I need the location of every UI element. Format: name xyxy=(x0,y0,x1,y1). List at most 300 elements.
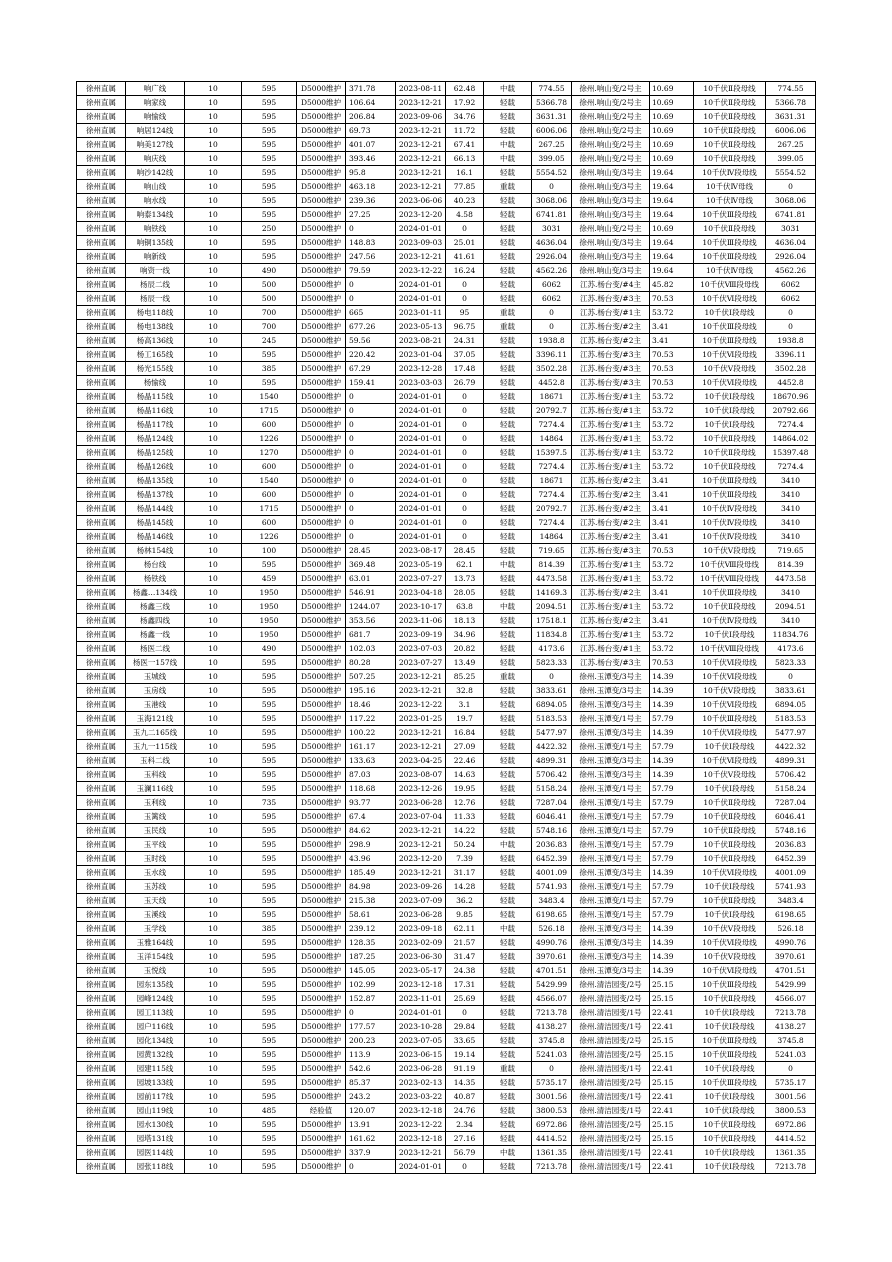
load-status-cell: 轻载 xyxy=(484,712,532,726)
bus-cell: 10千伏Ⅰ段母线 xyxy=(694,908,766,922)
load-rate-cell: 40.23 xyxy=(446,194,484,208)
line-name-cell: 园化134线 xyxy=(126,1034,185,1048)
remaining-cell: 4001.09 xyxy=(766,866,816,880)
bus-cell: 10千伏Ⅰ段母线 xyxy=(694,1104,766,1118)
transformer-cell: 徐州.响山变/3号主 xyxy=(572,264,650,278)
load-status-cell: 轻载 xyxy=(484,796,532,810)
date-cell: 2023-12-21 xyxy=(396,1146,446,1160)
load-rate-cell: 36.2 xyxy=(446,894,484,908)
voltage-cell: 10 xyxy=(185,1132,242,1146)
date-cell: 2023-09-18 xyxy=(396,922,446,936)
load-rate-cell: 31.17 xyxy=(446,866,484,880)
source-cell: D5000维护 xyxy=(297,152,346,166)
transformer-rate-cell: 53.72 xyxy=(650,460,694,474)
voltage-cell: 10 xyxy=(185,992,242,1006)
capacity-cell: 595 xyxy=(242,1146,297,1160)
company-cell: 徐州直属 xyxy=(77,488,126,502)
transformer-rate-cell: 10.69 xyxy=(650,82,694,96)
remaining-cell: 4422.32 xyxy=(766,740,816,754)
voltage-cell: 10 xyxy=(185,740,242,754)
transformer-rate-cell: 57.79 xyxy=(650,810,694,824)
company-cell: 徐州直属 xyxy=(77,502,126,516)
capacity-cell: 595 xyxy=(242,782,297,796)
source-cell: 经验值 xyxy=(297,1104,346,1118)
company-cell: 徐州直属 xyxy=(77,110,126,124)
transformer-cell: 徐州.响山变/3号主 xyxy=(572,180,650,194)
voltage-cell: 10 xyxy=(185,978,242,992)
transformer-rate-cell: 10.69 xyxy=(650,222,694,236)
current-cell: 239.36 xyxy=(346,194,396,208)
remaining-cell: 6972.86 xyxy=(766,1118,816,1132)
date-cell: 2023-12-20 xyxy=(396,852,446,866)
source-cell: D5000维护 xyxy=(297,292,346,306)
current-cell: 0 xyxy=(346,404,396,418)
bus-cell: 10千伏Ⅱ段母线 xyxy=(694,796,766,810)
date-cell: 2023-07-04 xyxy=(396,810,446,824)
available-cell: 4452.8 xyxy=(532,376,572,390)
date-cell: 2024-01-01 xyxy=(396,418,446,432)
capacity-cell: 595 xyxy=(242,1020,297,1034)
capacity-cell: 595 xyxy=(242,936,297,950)
table-row xyxy=(77,250,816,264)
current-cell: 206.84 xyxy=(346,110,396,124)
source-cell: D5000维护 xyxy=(297,166,346,180)
load-rate-cell: 62.1 xyxy=(446,558,484,572)
voltage-cell: 10 xyxy=(185,670,242,684)
load-status-cell: 轻载 xyxy=(484,628,532,642)
capacity-cell: 595 xyxy=(242,754,297,768)
date-cell: 2023-05-13 xyxy=(396,320,446,334)
transformer-rate-cell: 25.15 xyxy=(650,1076,694,1090)
transformer-rate-cell: 25.15 xyxy=(650,992,694,1006)
transformer-rate-cell: 22.41 xyxy=(650,1146,694,1160)
current-cell: 0 xyxy=(346,488,396,502)
available-cell: 3001.56 xyxy=(532,1090,572,1104)
transformer-rate-cell: 14.39 xyxy=(650,768,694,782)
transformer-rate-cell: 57.79 xyxy=(650,908,694,922)
line-name-cell: 园前117线 xyxy=(126,1090,185,1104)
transformer-rate-cell: 53.72 xyxy=(650,572,694,586)
load-status-cell: 轻载 xyxy=(484,278,532,292)
line-name-cell: 杨晶137线 xyxy=(126,488,185,502)
available-cell: 6006.06 xyxy=(532,124,572,138)
voltage-cell: 10 xyxy=(185,936,242,950)
line-name-cell: 玉学线 xyxy=(126,922,185,936)
table-row xyxy=(77,908,816,922)
load-status-cell: 中载 xyxy=(484,138,532,152)
table-row xyxy=(77,1048,816,1062)
transformer-cell: 徐州.响山变/2号主 xyxy=(572,222,650,236)
remaining-cell: 0 xyxy=(766,320,816,334)
source-cell: D5000维护 xyxy=(297,82,346,96)
capacity-cell: 100 xyxy=(242,544,297,558)
capacity-cell: 595 xyxy=(242,810,297,824)
remaining-cell: 18670.96 xyxy=(766,390,816,404)
date-cell: 2023-08-07 xyxy=(396,768,446,782)
load-rate-cell: 95 xyxy=(446,306,484,320)
load-rate-cell: 14.22 xyxy=(446,824,484,838)
date-cell: 2023-02-13 xyxy=(396,1076,446,1090)
date-cell: 2024-01-01 xyxy=(396,1006,446,1020)
load-rate-cell: 33.65 xyxy=(446,1034,484,1048)
available-cell: 18671 xyxy=(532,390,572,404)
line-name-cell: 园东135线 xyxy=(126,978,185,992)
source-cell: D5000维护 xyxy=(297,908,346,922)
line-name-cell: 园张118线 xyxy=(126,1160,185,1174)
current-cell: 113.9 xyxy=(346,1048,396,1062)
voltage-cell: 10 xyxy=(185,810,242,824)
load-rate-cell: 7.39 xyxy=(446,852,484,866)
date-cell: 2023-12-18 xyxy=(396,1132,446,1146)
line-name-cell: 杨晶146线 xyxy=(126,530,185,544)
transformer-cell: 徐州.清洁园变/2号 xyxy=(572,1132,650,1146)
current-cell: 0 xyxy=(346,516,396,530)
company-cell: 徐州直属 xyxy=(77,1034,126,1048)
current-cell: 161.17 xyxy=(346,740,396,754)
remaining-cell: 3068.06 xyxy=(766,194,816,208)
line-name-cell: 玉悦线 xyxy=(126,964,185,978)
table-row xyxy=(77,768,816,782)
transformer-cell: 徐州.响山变/3号主 xyxy=(572,236,650,250)
company-cell: 徐州直属 xyxy=(77,740,126,754)
company-cell: 徐州直属 xyxy=(77,1062,126,1076)
remaining-cell: 3800.53 xyxy=(766,1104,816,1118)
load-status-cell: 轻载 xyxy=(484,432,532,446)
company-cell: 徐州直属 xyxy=(77,684,126,698)
table-row xyxy=(77,530,816,544)
date-cell: 2024-01-01 xyxy=(396,474,446,488)
date-cell: 2023-06-28 xyxy=(396,1062,446,1076)
transformer-cell: 徐州.玉潭变/1号主 xyxy=(572,810,650,824)
source-cell: D5000维护 xyxy=(297,96,346,110)
current-cell: 463.18 xyxy=(346,180,396,194)
available-cell: 3631.31 xyxy=(532,110,572,124)
company-cell: 徐州直属 xyxy=(77,1076,126,1090)
voltage-cell: 10 xyxy=(185,222,242,236)
load-status-cell: 轻载 xyxy=(484,264,532,278)
load-status-cell: 轻载 xyxy=(484,362,532,376)
source-cell: D5000维护 xyxy=(297,852,346,866)
available-cell: 6894.05 xyxy=(532,698,572,712)
available-cell: 719.65 xyxy=(532,544,572,558)
voltage-cell: 10 xyxy=(185,712,242,726)
load-rate-cell: 0 xyxy=(446,1160,484,1174)
date-cell: 2023-06-30 xyxy=(396,950,446,964)
line-name-cell: 玉苏线 xyxy=(126,880,185,894)
transformer-rate-cell: 53.72 xyxy=(650,432,694,446)
transformer-cell: 江苏.杨台变/#2主 xyxy=(572,614,650,628)
capacity-cell: 700 xyxy=(242,320,297,334)
capacity-cell: 595 xyxy=(242,236,297,250)
available-cell: 774.55 xyxy=(532,82,572,96)
transformer-cell: 徐州.玉潭变/3号主 xyxy=(572,768,650,782)
bus-cell: 10千伏Ⅱ段母线 xyxy=(694,124,766,138)
line-name-cell: 杨医一157线 xyxy=(126,656,185,670)
load-status-cell: 轻载 xyxy=(484,684,532,698)
company-cell: 徐州直属 xyxy=(77,222,126,236)
voltage-cell: 10 xyxy=(185,1160,242,1174)
transformer-rate-cell: 57.79 xyxy=(650,782,694,796)
transformer-cell: 江苏.杨台变/#1主 xyxy=(572,418,650,432)
voltage-cell: 10 xyxy=(185,950,242,964)
load-rate-cell: 19.95 xyxy=(446,782,484,796)
company-cell: 徐州直属 xyxy=(77,1104,126,1118)
transformer-rate-cell: 53.72 xyxy=(650,390,694,404)
load-rate-cell: 16.1 xyxy=(446,166,484,180)
load-status-cell: 轻载 xyxy=(484,1020,532,1034)
bus-cell: 10千伏Ⅱ段母线 xyxy=(694,1132,766,1146)
available-cell: 6046.41 xyxy=(532,810,572,824)
available-cell: 15397.5 xyxy=(532,446,572,460)
line-name-cell: 响新线 xyxy=(126,250,185,264)
voltage-cell: 10 xyxy=(185,796,242,810)
load-status-cell: 轻载 xyxy=(484,866,532,880)
remaining-cell: 5429.99 xyxy=(766,978,816,992)
source-cell: D5000维护 xyxy=(297,250,346,264)
remaining-cell: 6062 xyxy=(766,278,816,292)
table-row xyxy=(77,698,816,712)
current-cell: 152.87 xyxy=(346,992,396,1006)
company-cell: 徐州直属 xyxy=(77,1118,126,1132)
load-rate-cell: 0 xyxy=(446,502,484,516)
available-cell: 4566.07 xyxy=(532,992,572,1006)
capacity-cell: 595 xyxy=(242,768,297,782)
voltage-cell: 10 xyxy=(185,320,242,334)
voltage-cell: 10 xyxy=(185,502,242,516)
current-cell: 185.49 xyxy=(346,866,396,880)
transformer-rate-cell: 3.41 xyxy=(650,334,694,348)
remaining-cell: 3483.4 xyxy=(766,894,816,908)
line-name-cell: 杨台线 xyxy=(126,558,185,572)
capacity-cell: 600 xyxy=(242,516,297,530)
capacity-cell: 595 xyxy=(242,348,297,362)
current-cell: 84.62 xyxy=(346,824,396,838)
current-cell: 0 xyxy=(346,460,396,474)
voltage-cell: 10 xyxy=(185,348,242,362)
date-cell: 2023-04-25 xyxy=(396,754,446,768)
available-cell: 5158.24 xyxy=(532,782,572,796)
table-row xyxy=(77,236,816,250)
load-rate-cell: 16.84 xyxy=(446,726,484,740)
date-cell: 2023-09-06 xyxy=(396,110,446,124)
bus-cell: 10千伏Ⅲ段母线 xyxy=(694,474,766,488)
voltage-cell: 10 xyxy=(185,460,242,474)
source-cell: D5000维护 xyxy=(297,838,346,852)
date-cell: 2023-05-17 xyxy=(396,964,446,978)
remaining-cell: 4138.27 xyxy=(766,1020,816,1034)
current-cell: 80.28 xyxy=(346,656,396,670)
source-cell: D5000维护 xyxy=(297,670,346,684)
line-name-cell: 杨晶117线 xyxy=(126,418,185,432)
transformer-rate-cell: 53.72 xyxy=(650,446,694,460)
company-cell: 徐州直属 xyxy=(77,754,126,768)
source-cell: D5000维护 xyxy=(297,334,346,348)
source-cell: D5000维护 xyxy=(297,950,346,964)
current-cell: 79.59 xyxy=(346,264,396,278)
transformer-cell: 江苏.杨台变/#3主 xyxy=(572,376,650,390)
bus-cell: 10千伏Ⅱ段母线 xyxy=(694,82,766,96)
remaining-cell: 15397.48 xyxy=(766,446,816,460)
transformer-cell: 江苏.杨台变/#3主 xyxy=(572,656,650,670)
company-cell: 徐州直属 xyxy=(77,208,126,222)
capacity-cell: 595 xyxy=(242,96,297,110)
transformer-rate-cell: 25.15 xyxy=(650,978,694,992)
table-row xyxy=(77,544,816,558)
current-cell: 102.03 xyxy=(346,642,396,656)
company-cell: 徐州直属 xyxy=(77,768,126,782)
bus-cell: 10千伏Ⅰ段母线 xyxy=(694,1146,766,1160)
bus-cell: 10千伏Ⅱ段母线 xyxy=(694,138,766,152)
load-status-cell: 重载 xyxy=(484,320,532,334)
load-status-cell: 轻载 xyxy=(484,1076,532,1090)
load-status-cell: 轻载 xyxy=(484,194,532,208)
transformer-cell: 徐州.玉潭变/3号主 xyxy=(572,698,650,712)
capacity-cell: 595 xyxy=(242,978,297,992)
bus-cell: 10千伏Ⅴ段母线 xyxy=(694,768,766,782)
load-status-cell: 轻载 xyxy=(484,292,532,306)
available-cell: 0 xyxy=(532,306,572,320)
company-cell: 徐州直属 xyxy=(77,880,126,894)
company-cell: 徐州直属 xyxy=(77,866,126,880)
table-row xyxy=(77,376,816,390)
available-cell: 3396.11 xyxy=(532,348,572,362)
voltage-cell: 10 xyxy=(185,250,242,264)
date-cell: 2024-01-01 xyxy=(396,488,446,502)
transformer-cell: 江苏.杨台变/#1主 xyxy=(572,628,650,642)
source-cell: D5000维护 xyxy=(297,208,346,222)
capacity-cell: 1540 xyxy=(242,474,297,488)
source-cell: D5000维护 xyxy=(297,236,346,250)
date-cell: 2023-07-09 xyxy=(396,894,446,908)
source-cell: D5000维护 xyxy=(297,390,346,404)
line-name-cell: 园水130线 xyxy=(126,1118,185,1132)
source-cell: D5000维护 xyxy=(297,1076,346,1090)
capacity-cell: 595 xyxy=(242,726,297,740)
transformer-cell: 江苏.杨台变/#3主 xyxy=(572,292,650,306)
bus-cell: 10千伏Ⅴ段母线 xyxy=(694,922,766,936)
transformer-cell: 徐州.清洁园变/2号 xyxy=(572,1076,650,1090)
table-row xyxy=(77,334,816,348)
source-cell: D5000维护 xyxy=(297,936,346,950)
company-cell: 徐州直属 xyxy=(77,124,126,138)
remaining-cell: 5477.97 xyxy=(766,726,816,740)
source-cell: D5000维护 xyxy=(297,362,346,376)
voltage-cell: 10 xyxy=(185,922,242,936)
line-name-cell: 杨电118线 xyxy=(126,306,185,320)
load-rate-cell: 0 xyxy=(446,516,484,530)
bus-cell: 10千伏Ⅱ段母线 xyxy=(694,110,766,124)
remaining-cell: 5741.93 xyxy=(766,880,816,894)
transformer-cell: 江苏.杨台变/#2主 xyxy=(572,586,650,600)
remaining-cell: 3410 xyxy=(766,516,816,530)
load-status-cell: 轻载 xyxy=(484,222,532,236)
available-cell: 6198.65 xyxy=(532,908,572,922)
voltage-cell: 10 xyxy=(185,866,242,880)
current-cell: 298.9 xyxy=(346,838,396,852)
company-cell: 徐州直属 xyxy=(77,726,126,740)
remaining-cell: 4636.04 xyxy=(766,236,816,250)
date-cell: 2024-01-01 xyxy=(396,292,446,306)
bus-cell: 10千伏Ⅲ段母线 xyxy=(694,978,766,992)
remaining-cell: 0 xyxy=(766,1062,816,1076)
company-cell: 徐州直属 xyxy=(77,362,126,376)
transformer-rate-cell: 22.41 xyxy=(650,1160,694,1174)
date-cell: 2023-12-21 xyxy=(396,250,446,264)
capacity-cell: 595 xyxy=(242,656,297,670)
table-row xyxy=(77,1062,816,1076)
table-row xyxy=(77,824,816,838)
voltage-cell: 10 xyxy=(185,964,242,978)
transformer-cell: 徐州.玉潭变/3号主 xyxy=(572,726,650,740)
date-cell: 2023-01-25 xyxy=(396,712,446,726)
capacity-cell: 1715 xyxy=(242,502,297,516)
source-cell: D5000维护 xyxy=(297,1146,346,1160)
remaining-cell: 3833.61 xyxy=(766,684,816,698)
capacity-cell: 595 xyxy=(242,1090,297,1104)
date-cell: 2023-12-21 xyxy=(396,180,446,194)
load-status-cell: 轻载 xyxy=(484,586,532,600)
bus-cell: 10千伏Ⅵ段母线 xyxy=(694,726,766,740)
voltage-cell: 10 xyxy=(185,1048,242,1062)
company-cell: 徐州直属 xyxy=(77,1020,126,1034)
current-cell: 0 xyxy=(346,1160,396,1174)
line-name-cell: 园塔131线 xyxy=(126,1132,185,1146)
company-cell: 徐州直属 xyxy=(77,474,126,488)
transformer-rate-cell: 45.82 xyxy=(650,278,694,292)
table-row xyxy=(77,222,816,236)
available-cell: 0 xyxy=(532,1062,572,1076)
source-cell: D5000维护 xyxy=(297,502,346,516)
source-cell: D5000维护 xyxy=(297,726,346,740)
transformer-cell: 江苏.杨台变/#2主 xyxy=(572,530,650,544)
current-cell: 177.57 xyxy=(346,1020,396,1034)
remaining-cell: 5554.52 xyxy=(766,166,816,180)
bus-cell: 10千伏Ⅱ段母线 xyxy=(694,432,766,446)
capacity-cell: 595 xyxy=(242,250,297,264)
voltage-cell: 10 xyxy=(185,194,242,208)
available-cell: 1938.8 xyxy=(532,334,572,348)
source-cell: D5000维护 xyxy=(297,320,346,334)
load-status-cell: 轻载 xyxy=(484,390,532,404)
available-cell: 11834.8 xyxy=(532,628,572,642)
capacity-cell: 595 xyxy=(242,698,297,712)
capacity-cell: 595 xyxy=(242,824,297,838)
load-rate-cell: 2.34 xyxy=(446,1118,484,1132)
voltage-cell: 10 xyxy=(185,530,242,544)
bus-cell: 10千伏Ⅰ段母线 xyxy=(694,306,766,320)
transformer-cell: 徐州.玉潭变/3号主 xyxy=(572,754,650,768)
load-rate-cell: 0 xyxy=(446,446,484,460)
table-row xyxy=(77,572,816,586)
load-rate-cell: 0 xyxy=(446,390,484,404)
company-cell: 徐州直属 xyxy=(77,264,126,278)
load-status-cell: 轻载 xyxy=(484,964,532,978)
source-cell: D5000维护 xyxy=(297,544,346,558)
line-name-cell: 杨工165线 xyxy=(126,348,185,362)
line-name-cell: 园工113线 xyxy=(126,1006,185,1020)
company-cell: 徐州直属 xyxy=(77,334,126,348)
load-status-cell: 轻载 xyxy=(484,1034,532,1048)
date-cell: 2023-12-22 xyxy=(396,698,446,712)
remaining-cell: 14864.02 xyxy=(766,432,816,446)
line-name-cell: 玉水线 xyxy=(126,866,185,880)
available-cell: 6741.81 xyxy=(532,208,572,222)
source-cell: D5000维护 xyxy=(297,894,346,908)
bus-cell: 10千伏Ⅰ段母线 xyxy=(694,1020,766,1034)
current-cell: 67.29 xyxy=(346,362,396,376)
load-status-cell: 轻载 xyxy=(484,1104,532,1118)
voltage-cell: 10 xyxy=(185,698,242,712)
